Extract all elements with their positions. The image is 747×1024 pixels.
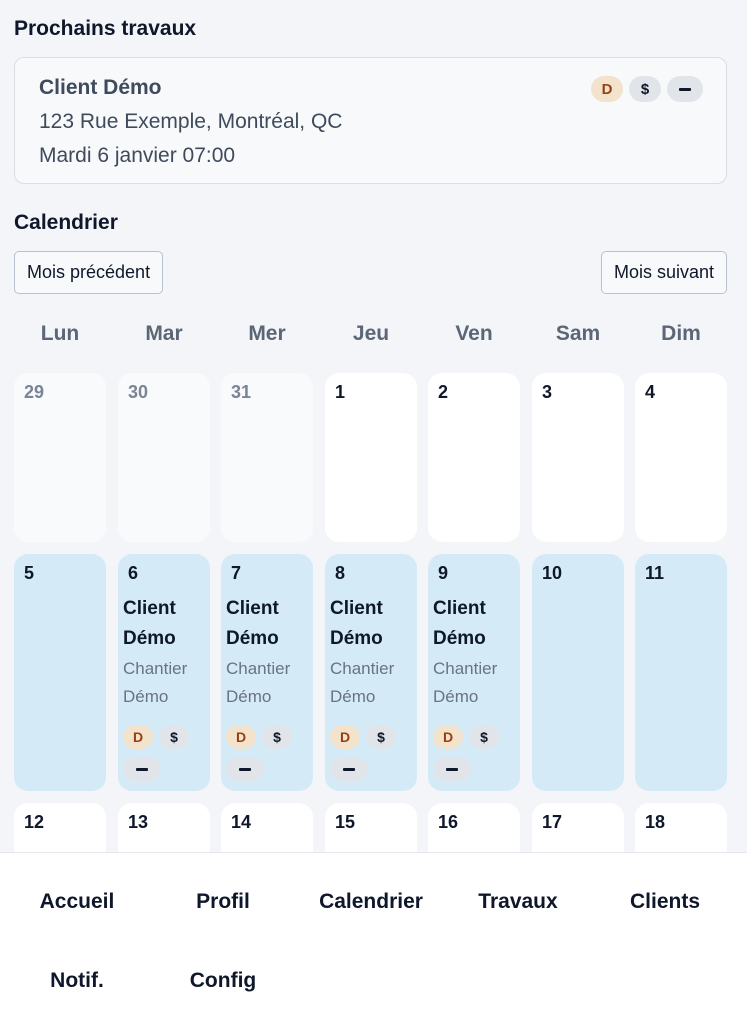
calendar-title: Calendrier: [14, 211, 118, 234]
weekday-label: Jeu: [352, 322, 390, 345]
calendar-day-cell[interactable]: [118, 554, 210, 791]
nav-item-profil[interactable]: Profil: [196, 890, 250, 913]
event-badges: [123, 725, 207, 781]
dash-icon: [343, 768, 355, 771]
day-number: 6: [128, 563, 139, 583]
calendar-day-cell[interactable]: [14, 373, 106, 542]
calendar-day-cell[interactable]: [635, 373, 727, 542]
calendar-day-cell[interactable]: [325, 373, 417, 542]
calendar-day-cell[interactable]: [118, 373, 210, 542]
event-client-line2: Démo: [226, 628, 279, 649]
previous-month-button[interactable]: Mois précédent: [14, 251, 163, 294]
nav-item-calendrier[interactable]: Calendrier: [319, 890, 423, 913]
nav-item-clients[interactable]: Clients: [629, 890, 700, 913]
upcoming-badges: [591, 76, 703, 102]
event-site-line1: Chantier: [330, 659, 395, 678]
deposit-badge: D: [330, 725, 360, 749]
event-client-line1: Client: [226, 598, 279, 619]
event-site-line2: Démo: [226, 687, 272, 706]
weekday-label: Mer: [248, 322, 286, 345]
event-client-line1: Client: [330, 598, 383, 619]
day-number: 10: [542, 563, 563, 583]
calendar-day-cell[interactable]: [635, 554, 727, 791]
deposit-badge: D: [226, 725, 256, 749]
day-number: 5: [24, 563, 35, 583]
day-number: 30: [128, 382, 149, 402]
day-number: 8: [335, 563, 346, 583]
deposit-badge: D: [591, 76, 623, 102]
upcoming-job-card[interactable]: [14, 57, 727, 184]
day-number: 13: [128, 812, 149, 832]
event-badges: [330, 725, 414, 781]
deposit-badge: D: [123, 725, 153, 749]
event-client-name[interactable]: [433, 594, 517, 654]
day-number: 17: [542, 812, 563, 832]
calendar-day-cell[interactable]: [428, 554, 520, 791]
status-dash-badge: [226, 757, 264, 781]
event-badges: [433, 725, 517, 781]
dash-icon: [239, 768, 251, 771]
event-badges: [226, 725, 310, 781]
payment-badge: $: [469, 725, 499, 749]
upcoming-datetime: Mardi 6 janvier 07:00: [39, 144, 236, 167]
dash-icon: [136, 768, 148, 771]
calendar-day-cell[interactable]: [532, 373, 624, 542]
status-dash-badge: [667, 76, 703, 102]
event-site-line2: Démo: [330, 687, 376, 706]
event-client-line1: Client: [123, 598, 176, 619]
weekday-label: Mar: [145, 322, 183, 345]
day-number: 18: [645, 812, 666, 832]
payment-badge: $: [262, 725, 292, 749]
calendar-day-cell[interactable]: [221, 554, 313, 791]
event-site-name: [330, 655, 414, 711]
deposit-badge: D: [433, 725, 463, 749]
calendar-day-cell[interactable]: [14, 554, 106, 791]
event-site-name: [226, 655, 310, 711]
event-client-name[interactable]: [123, 594, 207, 654]
upcoming-title: Prochains travaux: [14, 17, 197, 40]
dash-icon: [446, 768, 458, 771]
event-site-line2: Démo: [123, 687, 169, 706]
event-site-line1: Chantier: [433, 659, 498, 678]
event-client-name[interactable]: [330, 594, 414, 654]
event-site-name: [123, 655, 207, 711]
weekday-label: Lun: [40, 322, 80, 345]
event-site-line1: Chantier: [123, 659, 188, 678]
event-client-line2: Démo: [433, 628, 486, 649]
bottom-navigation: [0, 852, 747, 1024]
event-client-line1: Client: [433, 598, 486, 619]
day-number: 3: [542, 382, 553, 402]
status-dash-badge: [123, 757, 161, 781]
day-number: 16: [438, 812, 459, 832]
payment-badge: $: [159, 725, 189, 749]
status-dash-badge: [330, 757, 368, 781]
calendar-day-cell[interactable]: [532, 554, 624, 791]
event-client-line2: Démo: [330, 628, 383, 649]
day-number: 7: [231, 563, 242, 583]
calendar-day-cell[interactable]: [325, 554, 417, 791]
day-number: 1: [335, 382, 346, 402]
day-number: 14: [231, 812, 252, 832]
weekday-label: Dim: [661, 322, 701, 345]
day-number: 9: [438, 563, 449, 583]
event-client-line2: Démo: [123, 628, 176, 649]
day-number: 4: [645, 382, 656, 402]
upcoming-client-name: Client Démo: [39, 76, 162, 99]
nav-item-accueil[interactable]: Accueil: [39, 890, 115, 913]
nav-item-config[interactable]: Config: [189, 969, 257, 992]
weekday-label: Ven: [455, 322, 493, 345]
day-number: 2: [438, 382, 449, 402]
nav-item-travaux[interactable]: Travaux: [478, 890, 558, 913]
day-number: 12: [24, 812, 45, 832]
day-number: 15: [335, 812, 356, 832]
status-dash-badge: [433, 757, 471, 781]
calendar-day-cell[interactable]: [221, 373, 313, 542]
event-site-line1: Chantier: [226, 659, 291, 678]
payment-badge: $: [366, 725, 396, 749]
day-number: 29: [24, 382, 45, 402]
day-number: 31: [231, 382, 252, 402]
calendar-day-cell[interactable]: [428, 373, 520, 542]
upcoming-address: 123 Rue Exemple, Montréal, QC: [39, 110, 343, 133]
event-site-name: [433, 655, 517, 711]
next-month-button[interactable]: Mois suivant: [601, 251, 727, 294]
nav-item-notif[interactable]: Notif.: [50, 969, 104, 992]
weekday-label: Sam: [555, 322, 601, 345]
event-site-line2: Démo: [433, 687, 479, 706]
event-client-name[interactable]: [226, 594, 310, 654]
day-number: 11: [645, 563, 665, 583]
payment-badge: $: [629, 76, 661, 102]
dash-icon: [679, 88, 691, 91]
